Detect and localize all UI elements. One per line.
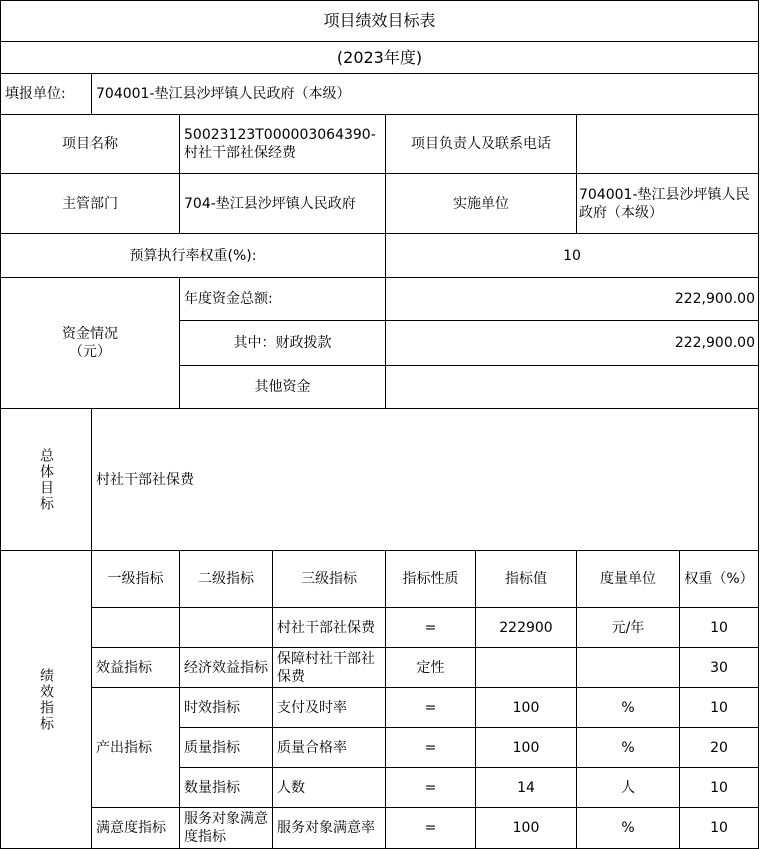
header-weight: 权重（%） (679, 550, 759, 608)
row0-level1 (91, 607, 180, 648)
row1-weight: 30 (679, 647, 759, 688)
row5-level1: 满意度指标 (91, 807, 180, 849)
row4-value: 14 (475, 767, 577, 808)
budget-weight-value: 10 (385, 233, 759, 278)
funds-total-label: 年度资金总额: (179, 277, 386, 321)
row0-weight: 10 (679, 607, 759, 648)
row2-nature: = (385, 687, 476, 728)
row0-unit: 元/年 (576, 607, 680, 648)
row2-value: 100 (475, 687, 577, 728)
row3-weight: 20 (679, 727, 759, 768)
header-nature: 指标性质 (385, 550, 476, 608)
row4-nature: = (385, 767, 476, 808)
row1-nature: 定性 (385, 647, 476, 688)
goal-label: 总体目标 (0, 408, 92, 551)
row5-unit: % (576, 807, 680, 849)
row5-level3: 服务对象满意率 (272, 807, 386, 849)
row3-level3: 质量合格率 (272, 727, 386, 768)
row1-unit (576, 647, 680, 688)
row5-nature: = (385, 807, 476, 849)
row5-value: 100 (475, 807, 577, 849)
row2-level2: 时效指标 (179, 687, 273, 728)
funds-label: 资金情况 （元） (0, 277, 180, 409)
row1-level2: 经济效益指标 (179, 647, 273, 688)
dept-value: 704-垫江县沙坪镇人民政府 (179, 173, 386, 234)
goal-value: 村社干部社保费 (91, 408, 759, 551)
project-leader-label: 项目负责人及联系电话 (385, 114, 577, 174)
row4-unit: 人 (576, 767, 680, 808)
funds-fiscal-value: 222,900.00 (385, 320, 759, 366)
row2-weight: 10 (679, 687, 759, 728)
row5-weight: 10 (679, 807, 759, 849)
row3-nature: = (385, 727, 476, 768)
row3-level2: 质量指标 (179, 727, 273, 768)
row4-level2: 数量指标 (179, 767, 273, 808)
indicators-label: 绩效指标 (0, 550, 92, 849)
row1-level1: 效益指标 (91, 647, 180, 688)
row4-weight: 10 (679, 767, 759, 808)
page-title: 项目绩效目标表 (0, 0, 759, 42)
row0-nature: = (385, 607, 476, 648)
row1-level3: 保障村社干部社保费 (272, 647, 386, 688)
row0-level2 (179, 607, 273, 648)
header-value: 指标值 (475, 550, 577, 608)
header-level1: 一级指标 (91, 550, 180, 608)
row3-value: 100 (475, 727, 577, 768)
row0-value: 222900 (475, 607, 577, 648)
row2-unit: % (576, 687, 680, 728)
unit-value: 704001-垫江县沙坪镇人民政府（本级） (91, 73, 759, 115)
project-leader-value (576, 114, 759, 174)
funds-other-value (385, 365, 759, 409)
header-unit: 度量单位 (576, 550, 680, 608)
row2-level3: 支付及时率 (272, 687, 386, 728)
row1-value (475, 647, 577, 688)
row3-unit: % (576, 727, 680, 768)
funds-total-value: 222,900.00 (385, 277, 759, 321)
dept-label: 主管部门 (0, 173, 180, 234)
funds-fiscal-label: 其中：财政拨款 (179, 320, 386, 366)
header-level3: 三级指标 (272, 550, 386, 608)
impl-value: 704001-垫江县沙坪镇人民政府（本级） (576, 173, 759, 234)
funds-other-label: 其他资金 (179, 365, 386, 409)
project-name-value: 50023123T000003064390-村社干部社保经费 (179, 114, 386, 174)
row4-level3: 人数 (272, 767, 386, 808)
budget-weight-label: 预算执行率权重(%): (0, 233, 386, 278)
row0-level3: 村社干部社保费 (272, 607, 386, 648)
unit-label: 填报单位: (0, 73, 92, 115)
year-label: (2023年度) (0, 41, 759, 74)
header-level2: 二级指标 (179, 550, 273, 608)
impl-label: 实施单位 (385, 173, 577, 234)
output-indicator-label: 产出指标 (91, 687, 180, 808)
project-name-label: 项目名称 (0, 114, 180, 174)
row5-level2: 服务对象满意度指标 (179, 807, 273, 849)
